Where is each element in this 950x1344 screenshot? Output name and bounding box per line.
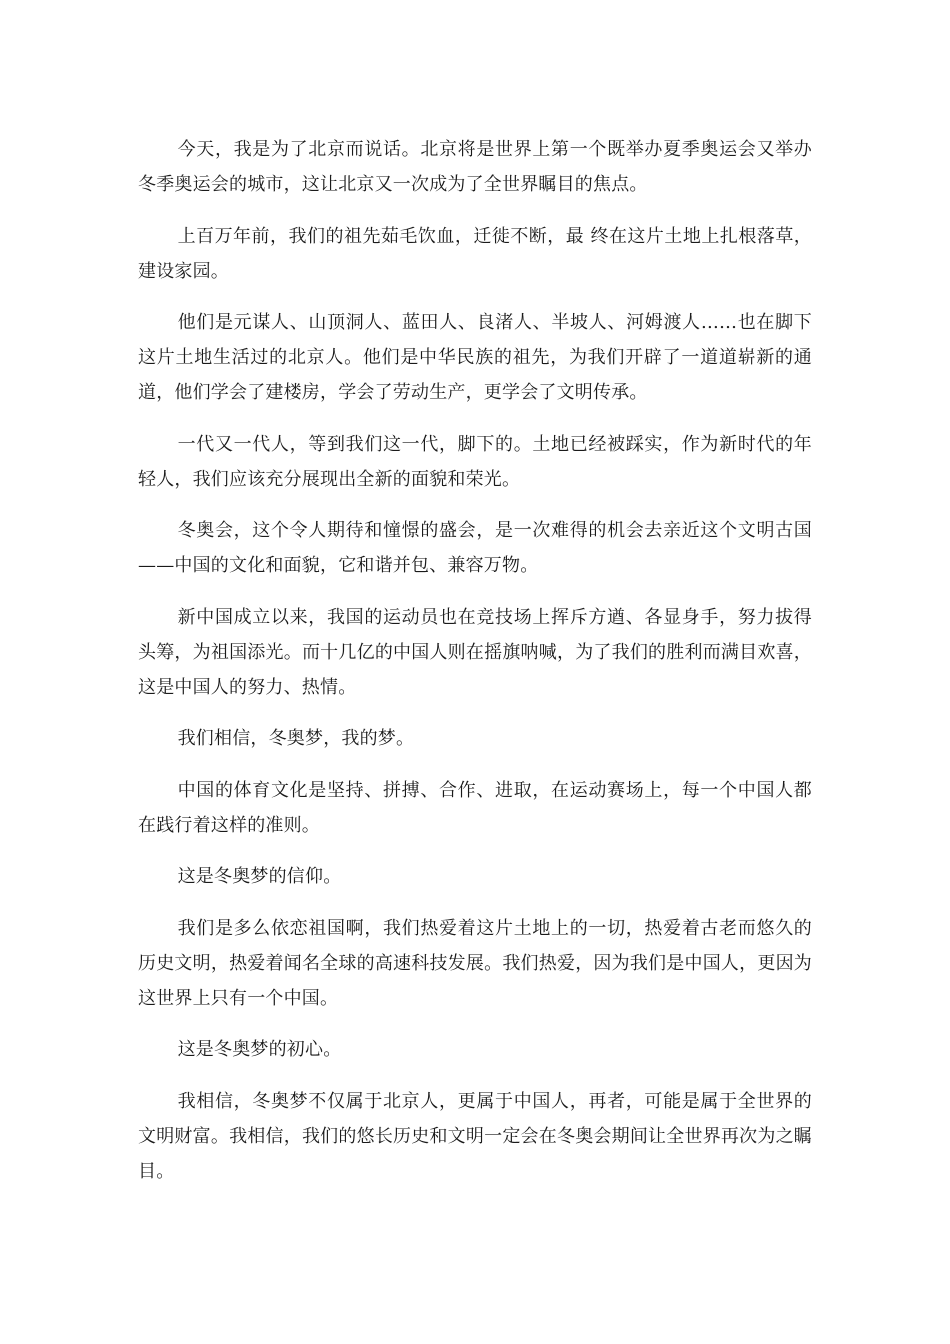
paragraph-7: 我们相信，冬奥梦，我的梦。 — [177, 728, 415, 749]
paragraph-1: 今天，我是为了北京而说话。北京将是世界上第一个既举办夏季奥运会又举办冬季奥运会的城市，这让北京又一次成为了全世界瞩目的焦点。 — [138, 139, 812, 195]
paragraph-11: 这是冬奥梦的初心。 — [177, 1039, 342, 1060]
paragraph-5: 冬奥会，这个令人期待和憧憬的盛会，是一次难得的机会去亲近这个文明古国——中国的文化和面貌，它和谐并包、兼容万物。 — [138, 520, 812, 576]
paragraph-10: 我们是多么依恋祖国啊，我们热爱着这片土地上的一切，热爱着古老而悠久的历史文明，热爱着闻名全球的高速科技发展。我们热爱，因为我们是中国人，更因为这世界上只有一个中国。 — [138, 917, 812, 1009]
paragraph-6: 新中国成立以来，我国的运动员也在竞技场上挥斥方遒、各显身手，努力拔得头筹，为祖国添光。而十几亿的中国人则在摇旗呐喊，为了我们的胜利而满目欢喜，这是中国人的努力、热情。 — [138, 606, 812, 698]
paragraph-4: 一代又一代人，等到我们这一代，脚下的。土地已经被踩实，作为新时代的年轻人，我们应该充分展现出全新的面貌和荣光。 — [138, 433, 812, 490]
paragraph-9: 这是冬奥梦的信仰。 — [177, 866, 342, 887]
paragraph-12: 我相信，冬奥梦不仅属于北京人，更属于中国人，再者，可能是属于全世界的文明财富。我相信，我们的悠长历史和文明一定会在冬奥会期间让全世界再次为之瞩目。 — [138, 1090, 812, 1182]
paragraph-3: 他们是元谋人、山顶洞人、蓝田人、良渚人、半坡人、河姆渡人……也在脚下这片土地生活过的北京人。他们是中华民族的祖先，为我们开辟了一道道崭新的通道，他们学会了建楼房，学会了劳动生产，更学会了文明传承。 — [138, 312, 812, 403]
paragraph-2: 上百万年前，我们的祖先茹毛饮血，迁徙不断，最 终在这片土地上扎根落草，建设家园。 — [138, 225, 812, 282]
paragraph-8: 中国的体育文化是坚持、拼搏、合作、进取，在运动赛场上，每一个中国人都在践行着这样的准则。 — [138, 779, 812, 836]
document-body — [138, 132, 812, 1205]
